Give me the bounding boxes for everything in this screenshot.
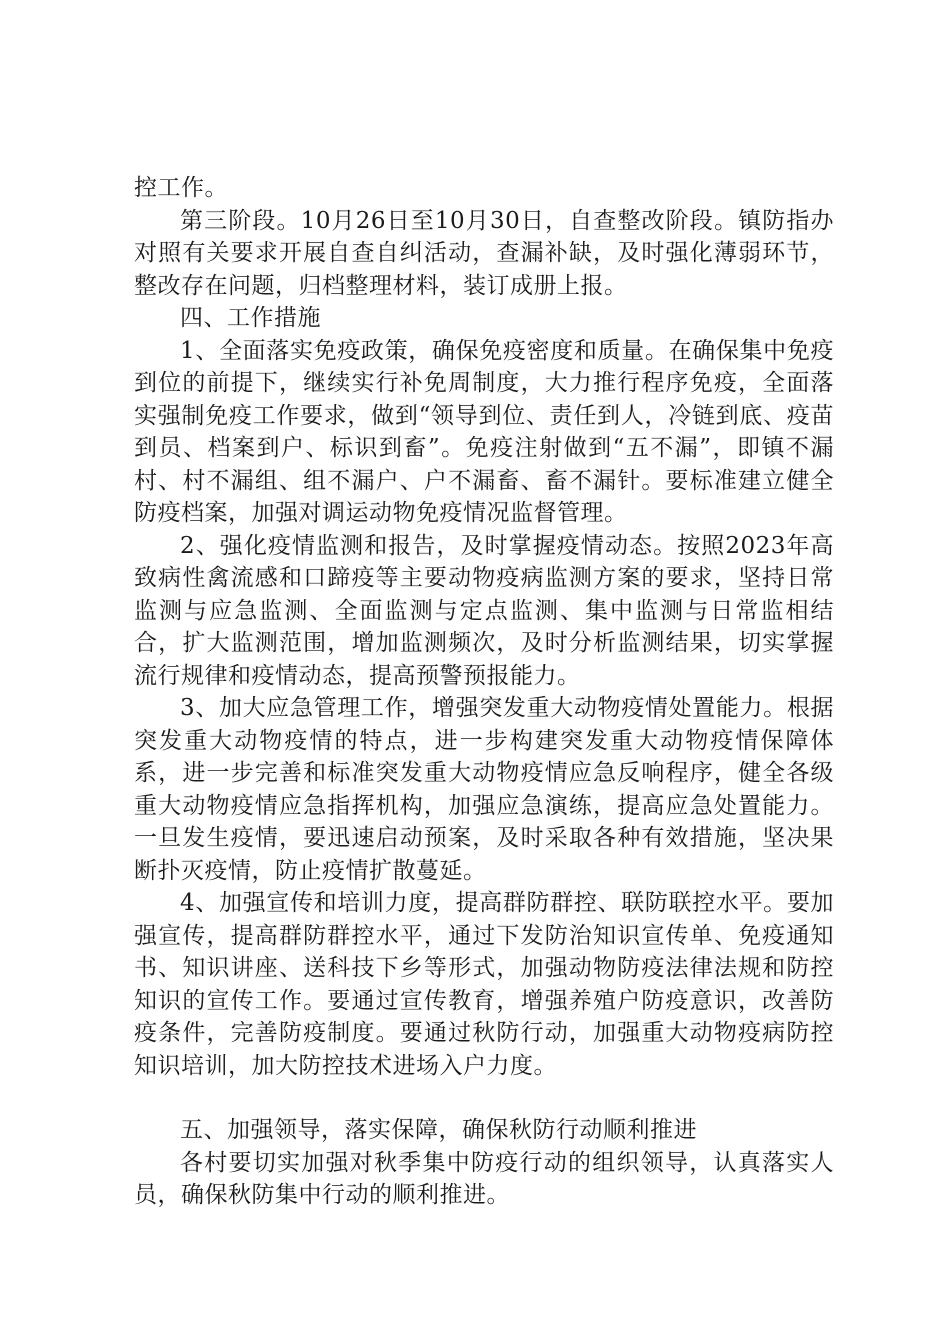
paragraph-measure-2: 2、强化疫情监测和报告，及时掌握疫情动态。按照2023年高致病性禽流感和口蹄疫等主要动物疫病监测方案的要求，坚持日常监测与应急监测、全面监测与定点监测、集中监测与日常监相结合，扩大监测范围，增加监测频次，及时分析监测结果，切实掌握流行规律和疫情动态，提高预警预报能力。 [134,532,834,689]
section-heading-work-measures: 四、工作措施 [180,305,321,331]
paragraph-gap [134,1082,834,1114]
paragraph-continuation: 控工作。 [134,175,228,201]
paragraph-measure-3: 3、加大应急管理工作，增强突发重大动物疫情处置能力。根据突发重大动物疫情的特点，进一步构建突发重大动物疫情保障体系，进一步完善和标准突发重大动物疫情应急反响程序，健全各级重大动物疫情应急指挥机构，加强应急演练，提高应急处置能力。一旦发生疫情，要迅速启动预案，及时采取各种有效措施，坚决果断扑灭疫情，防止疫情扩散蔓延。 [134,695,834,884]
paragraph-measure-1: 1、全面落实免疫政策，确保免疫密度和质量。在确保集中免疫到位的前提下，继续实行补免周制度，大力推行程序免疫，全面落实强制免疫工作要求，做到“领导到位、责任到人，冷链到底、疫苗到员、档案到户、标识到畜”。免疫注射做到“五不漏”，即镇不漏村、村不漏组、组不漏户、户不漏畜、畜不漏针。要标准建立健全防疫档案，加强对调运动物免疫情况监督管理。 [134,337,834,526]
paragraph-phase-three: 第三阶段。10月26日至10月30日，自查整改阶段。镇防指办对照有关要求开展自查自纠活动，查漏补缺，及时强化薄弱环节，整改存在问题，归档整理材料，装订成册上报。 [134,207,834,299]
document-body [134,172,834,1212]
paragraph-measure-4: 4、加强宣传和培训力度，提高群防群控、联防联控水平。要加强宣传，提高群防群控水平，通过下发防治知识宣传单、免疫通知书、知识讲座、送科技下乡等形式，加强动物防疫法律法规和防控知识的宣传工作。要通过宣传教育，增强养殖户防疫意识，改善防疫条件，完善防疫制度。要通过秋防行动，加强重大动物疫病防控知识培训，加大防控技术进场入户力度。 [134,890,834,1079]
section-heading-leadership: 五、加强领导，落实保障，确保秋防行动顺利推进 [180,1117,697,1143]
paragraph-leadership: 各村要切实加强对秋季集中防疫行动的组织领导，认真落实人员，确保秋防集中行动的顺利推进。 [134,1149,834,1208]
